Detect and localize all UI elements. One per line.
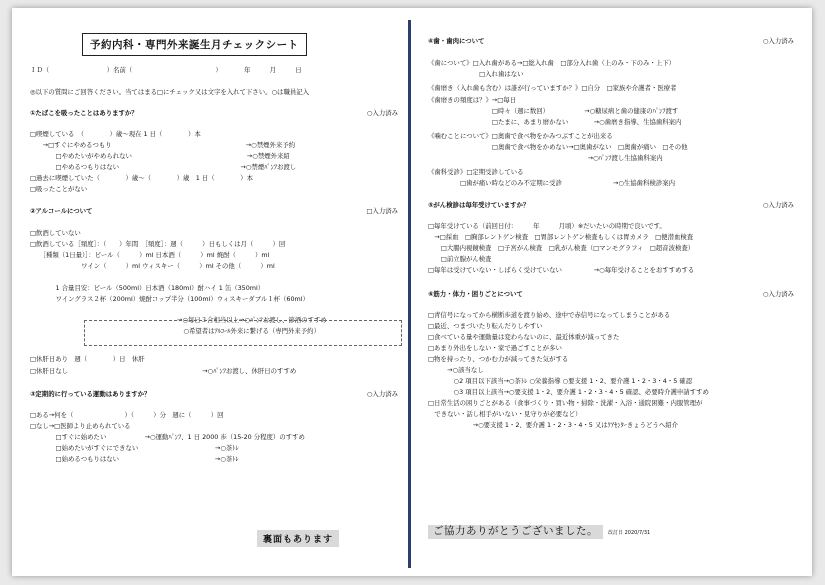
form-line: □食べている量や運動量は変わらないのに、最近体重が減ってきた [428, 333, 620, 341]
input-done-marker: ○入力済み [762, 201, 794, 209]
revision-date: 改訂日 2020/7/31 [608, 530, 651, 536]
form-line: →□採血 □胸部レントゲン検査 □胃部レントゲン検査もしくは胃カメラ □便潜血検査 [428, 233, 694, 241]
section-heading: ④歯・歯肉について ○入力済み [428, 37, 794, 45]
thanks-banner: ご協力ありがとうございました。 [428, 525, 603, 539]
column-divider [408, 20, 411, 568]
form-line: □やめるつもりはない →○禁煙ﾊﾟﾝﾌお渡し [30, 163, 297, 171]
form-line: □歯が痛い時などのみ不定期に受診 →○生協歯科検診案内 [428, 179, 676, 187]
form-line: □喫煙している （ ）歳～現在 1 日（ ）本 [30, 130, 201, 138]
form-line: →○毎日３合相当以上→○ﾊﾟﾝﾌお渡し、節酒のすすめ [30, 316, 327, 324]
form-line: □飲酒している［頻度］：（ ）年間 ［頻度］：週（ ）日もしくは月（ ）回 [30, 240, 286, 248]
form-line: □奥歯で食べ物をかめない→□奥歯がない □奥歯が痛い □その他 [428, 143, 688, 151]
form-line: →□すぐにやめるつもり →○禁煙外来予約 [30, 141, 296, 149]
form-line: □過去に喫煙していた（ ）歳～（ ）歳 1 日（ ）本 [30, 174, 254, 182]
form-line: 《歯科受診》□定期受診している [428, 168, 524, 176]
input-done-marker: □入力済み [366, 207, 398, 215]
section-heading: ①たばこを吸ったことはありますか？ ○入力済み [30, 109, 398, 117]
form-line: □やめたいがやめられない →○禁煙外来紹 [30, 152, 290, 160]
form-line: □なし→□医師より止められている [30, 422, 131, 430]
input-done-marker: ○入力済み [366, 390, 398, 398]
section-heading: ⑤がん検診は毎年受けていますか？ ○入力済み [428, 201, 794, 209]
form-line: できない・話し相手がいない・見守りが必要など） [428, 410, 582, 418]
form-line: □たまに、あまり磨かない →○歯磨き指導、生協歯科案内 [428, 118, 682, 126]
page-title: 予約内科・専門外来誕生月チェックシート [82, 33, 307, 56]
form-line: □物を持ったり、つかむ力が減ってきた気がする [428, 355, 569, 363]
section-heading: ⑥筋力・体力・困りごとについて ○入力済み [428, 290, 794, 298]
form-line: ＩＤ（ ）名前（ ） 年 月 日 [30, 66, 302, 74]
form-line: ワイン（ ）ml ウィスキー（ ）ml その他（ ）ml [30, 262, 275, 270]
form-line: ワイングラス２杯（200ml）焼酎コップ半分（100ml）ウィスキーダブル１杯（60ml） [30, 295, 309, 303]
form-line: □毎年は受けていない・しばらく受けていない →○毎年受けることをおすすめする [428, 266, 695, 274]
checksheet-page [12, 8, 812, 576]
form-line: ［種類（1日量）］：ビール（ ）ml 日本酒（ ）ml 焼酎（ ）ml [30, 251, 270, 259]
form-line: 《噛むことについて》□奥歯で食べ物をかみつぶすことが出来る [428, 132, 613, 140]
section-heading: ③定期的に行っている運動はありますか？ ○入力済み [30, 390, 398, 398]
form-line: □時々（週に数回） →○糖尿病と歯の健康のﾊﾟﾝﾌ渡す [428, 107, 679, 115]
form-line: □前立腺がん検査 [428, 255, 492, 263]
alcohol-guide-box [84, 320, 402, 346]
form-line: □休肝日あり 週（ ）日 休肝 [30, 355, 145, 363]
form-line: →○要支援 1・2、要介護 1・2・3・4・5 又はｹｱｾﾝﾀｰきょうどうへ紹介 [428, 421, 678, 429]
section-heading: ②アルコールについて □入力済み [30, 207, 398, 215]
form-line: □あまり外出をしない・家で過ごすことが多い [428, 344, 562, 352]
back-side-note: 裏面もあります [257, 530, 339, 547]
input-done-marker: ○入力済み [762, 290, 794, 298]
form-line: □始めたいがすぐにできない →○茶ﾄﾚ [30, 444, 239, 452]
form-line: ○希望者はｱﾙｺｰﾙ外来に繋げる（専門外来予約） [30, 327, 320, 335]
form-line: □始めるつもりはない →○茶ﾄﾚ [30, 455, 239, 463]
form-line: □毎年受けている（前回日付： 年 月頃）※だいたいの時期で良いです。 [428, 222, 666, 230]
form-line: ◎以下の質問にご回答ください。当てはまる□にチェック又は文字を入れて下さい。○は職員記入 [30, 88, 310, 96]
form-line: □飲酒していない [30, 229, 81, 237]
form-line: 《歯磨きの頻度は？》→□毎日 [428, 96, 517, 104]
form-line: 《歯磨き（入れ歯も含む）は誰が行っていますか？》□自分 □家族や介護者・医療者 [428, 84, 677, 92]
form-line: 1 合量目安：ビール（500ml）日本酒（180ml）酎ハイ 1 缶（350ml） [30, 284, 265, 292]
input-done-marker: ○入力済み [366, 109, 398, 117]
form-line: □青信号になってから横断歩道を渡り始め、途中で赤信号になってしまうことがある [428, 311, 671, 319]
left-column [30, 8, 398, 576]
form-line: □日常生活の困りごとがある（食事づくり・買い物・掃除・洗濯・入浴・通院困難・内服管理が [428, 399, 703, 407]
form-line: □ある→何を（ ）（ ）分 週に（ ）回 [30, 411, 224, 419]
form-line: □休肝日なし →○ﾊﾟﾝﾌお渡し、休肝日のすすめ [30, 367, 297, 375]
form-line: □大腸内視鏡検査 □子宮がん検査 □乳がん検査（□マンモグラフィ □超音波検査） [428, 244, 695, 252]
form-line: □入れ歯はない [428, 70, 524, 78]
form-line: ○3 項目以上該当→○要支援 1・2、要介護 1・2・3・4・5 確認、必要時介護申請すすめ [428, 388, 709, 396]
form-line: →○該当なし [428, 366, 484, 374]
form-line: □最近、つまづいたり転んだりしやすい [428, 322, 543, 330]
form-line: →○ﾊﾟﾝﾌ渡し生協歯科案内 [428, 154, 663, 162]
input-done-marker: ○入力済み [762, 37, 794, 45]
right-column [428, 8, 794, 576]
form-line: □吸ったことがない [30, 185, 88, 193]
form-line: □すぐに始めたい →○運動ﾊﾟﾝﾌ、1 日 2000 歩（15-20 分程度）のすすめ [30, 433, 305, 441]
form-line: 《歯について》□入れ歯がある→□総入れ歯 □部分入れ歯（上のみ・下のみ・上下） [428, 59, 676, 67]
form-line: ○2 項目以下該当→○茶ﾄﾚ ○栄養指導 ○要支援 1・2、要介護 1・2・3・4・5 確認 [428, 377, 693, 385]
